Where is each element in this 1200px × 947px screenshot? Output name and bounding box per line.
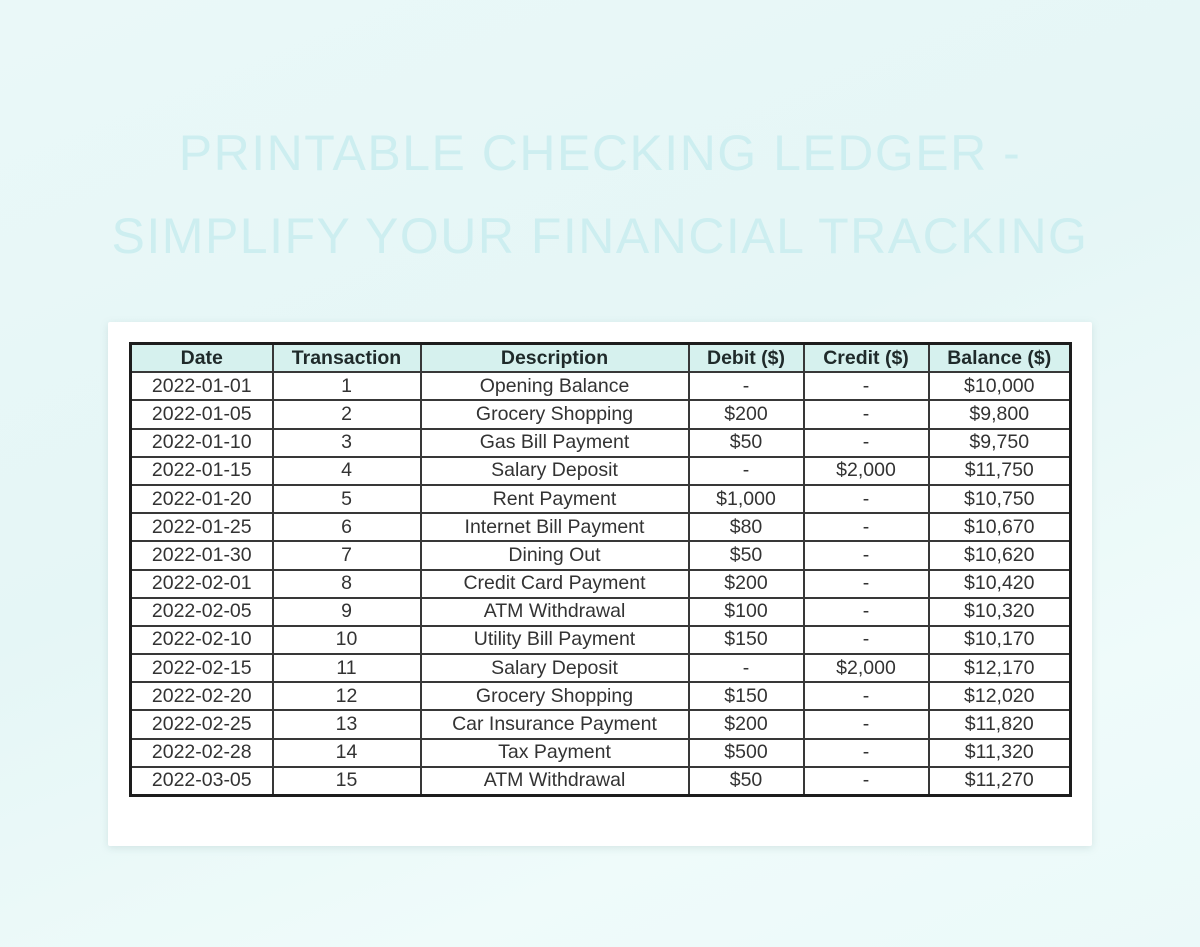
cell-credit: -	[804, 739, 929, 767]
cell-debit: $200	[689, 710, 804, 738]
cell-transaction: 6	[273, 513, 421, 541]
cell-credit: -	[804, 767, 929, 796]
cell-credit: -	[804, 429, 929, 457]
cell-transaction: 4	[273, 457, 421, 485]
cell-balance: $11,820	[929, 710, 1071, 738]
table-row	[131, 710, 1071, 738]
cell-date: 2022-02-15	[131, 654, 273, 682]
cell-description: Tax Payment	[421, 739, 689, 767]
page-title-line-1: PRINTABLE CHECKING LEDGER -	[178, 125, 1022, 181]
table-row	[131, 598, 1071, 626]
col-header-transaction: Transaction	[273, 344, 421, 373]
cell-debit: $50	[689, 767, 804, 796]
cell-credit: -	[804, 626, 929, 654]
col-header-description: Description	[421, 344, 689, 373]
cell-transaction: 14	[273, 739, 421, 767]
cell-credit: -	[804, 598, 929, 626]
table-row	[131, 457, 1071, 485]
cell-date: 2022-01-15	[131, 457, 273, 485]
cell-transaction: 1	[273, 372, 421, 400]
table-row	[131, 654, 1071, 682]
cell-credit: -	[804, 513, 929, 541]
col-header-credit: Credit ($)	[804, 344, 929, 373]
table-row	[131, 372, 1071, 400]
cell-description: ATM Withdrawal	[421, 598, 689, 626]
cell-date: 2022-02-05	[131, 598, 273, 626]
cell-credit: -	[804, 682, 929, 710]
cell-transaction: 10	[273, 626, 421, 654]
cell-debit: $200	[689, 570, 804, 598]
cell-debit: $80	[689, 513, 804, 541]
cell-transaction: 3	[273, 429, 421, 457]
col-header-balance: Balance ($)	[929, 344, 1071, 373]
cell-credit: -	[804, 570, 929, 598]
cell-balance: $9,800	[929, 400, 1071, 428]
cell-credit: -	[804, 400, 929, 428]
cell-credit: -	[804, 541, 929, 569]
cell-debit: $500	[689, 739, 804, 767]
cell-description: Salary Deposit	[421, 457, 689, 485]
table-header	[131, 344, 1071, 373]
cell-description: Gas Bill Payment	[421, 429, 689, 457]
cell-description: Car Insurance Payment	[421, 710, 689, 738]
cell-transaction: 5	[273, 485, 421, 513]
cell-credit: -	[804, 710, 929, 738]
cell-description: ATM Withdrawal	[421, 767, 689, 796]
page-title-line-2: SIMPLIFY YOUR FINANCIAL TRACKING	[111, 208, 1089, 264]
cell-date: 2022-02-28	[131, 739, 273, 767]
cell-transaction: 9	[273, 598, 421, 626]
table-row	[131, 570, 1071, 598]
cell-debit: $1,000	[689, 485, 804, 513]
col-header-date: Date	[131, 344, 273, 373]
cell-balance: $10,420	[929, 570, 1071, 598]
cell-description: Credit Card Payment	[421, 570, 689, 598]
cell-date: 2022-02-01	[131, 570, 273, 598]
table-row	[131, 429, 1071, 457]
cell-credit: -	[804, 485, 929, 513]
cell-description: Utility Bill Payment	[421, 626, 689, 654]
cell-balance: $11,320	[929, 739, 1071, 767]
table-row	[131, 513, 1071, 541]
cell-balance: $12,020	[929, 682, 1071, 710]
cell-date: 2022-01-05	[131, 400, 273, 428]
table-row	[131, 485, 1071, 513]
cell-date: 2022-01-25	[131, 513, 273, 541]
cell-credit: $2,000	[804, 654, 929, 682]
cell-transaction: 11	[273, 654, 421, 682]
table-row	[131, 541, 1071, 569]
cell-description: Internet Bill Payment	[421, 513, 689, 541]
cell-description: Opening Balance	[421, 372, 689, 400]
header-row	[131, 344, 1071, 373]
cell-description: Salary Deposit	[421, 654, 689, 682]
cell-balance: $10,620	[929, 541, 1071, 569]
cell-date: 2022-03-05	[131, 767, 273, 796]
cell-debit: $200	[689, 400, 804, 428]
table-body	[131, 372, 1071, 795]
cell-transaction: 7	[273, 541, 421, 569]
cell-description: Dining Out	[421, 541, 689, 569]
ledger-card	[108, 322, 1092, 846]
cell-debit: -	[689, 457, 804, 485]
cell-credit: -	[804, 372, 929, 400]
cell-description: Grocery Shopping	[421, 682, 689, 710]
cell-credit: $2,000	[804, 457, 929, 485]
cell-transaction: 12	[273, 682, 421, 710]
cell-date: 2022-02-10	[131, 626, 273, 654]
cell-balance: $10,750	[929, 485, 1071, 513]
cell-debit: $50	[689, 541, 804, 569]
cell-description: Grocery Shopping	[421, 400, 689, 428]
col-header-debit: Debit ($)	[689, 344, 804, 373]
checking-ledger-table	[129, 342, 1072, 797]
cell-debit: $50	[689, 429, 804, 457]
table-row	[131, 767, 1071, 796]
cell-transaction: 8	[273, 570, 421, 598]
cell-balance: $10,000	[929, 372, 1071, 400]
cell-balance: $10,320	[929, 598, 1071, 626]
cell-transaction: 13	[273, 710, 421, 738]
cell-debit: -	[689, 654, 804, 682]
cell-date: 2022-01-20	[131, 485, 273, 513]
cell-balance: $9,750	[929, 429, 1071, 457]
cell-balance: $12,170	[929, 654, 1071, 682]
cell-balance: $11,270	[929, 767, 1071, 796]
table-row	[131, 682, 1071, 710]
cell-date: 2022-01-30	[131, 541, 273, 569]
cell-date: 2022-02-25	[131, 710, 273, 738]
cell-description: Rent Payment	[421, 485, 689, 513]
page-title	[0, 112, 1200, 278]
table-row	[131, 739, 1071, 767]
cell-date: 2022-01-01	[131, 372, 273, 400]
cell-date: 2022-02-20	[131, 682, 273, 710]
table-row	[131, 400, 1071, 428]
cell-transaction: 2	[273, 400, 421, 428]
cell-balance: $10,670	[929, 513, 1071, 541]
cell-transaction: 15	[273, 767, 421, 796]
cell-debit: $150	[689, 626, 804, 654]
cell-debit: $100	[689, 598, 804, 626]
cell-balance: $10,170	[929, 626, 1071, 654]
cell-debit: $150	[689, 682, 804, 710]
cell-date: 2022-01-10	[131, 429, 273, 457]
cell-balance: $11,750	[929, 457, 1071, 485]
table-row	[131, 626, 1071, 654]
cell-debit: -	[689, 372, 804, 400]
